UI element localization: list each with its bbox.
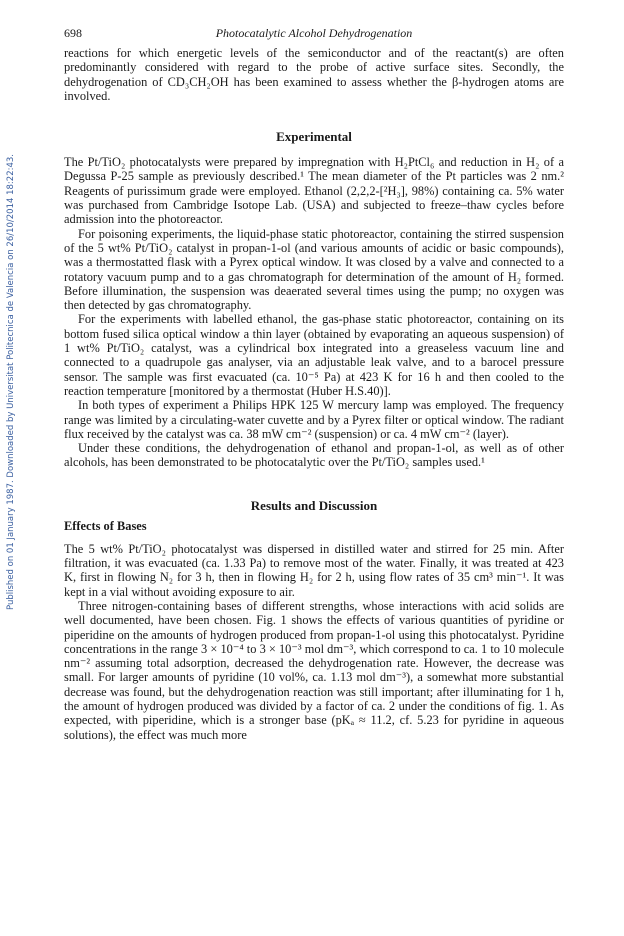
effects-of-bases-subheading: Effects of Bases bbox=[64, 518, 147, 533]
experimental-heading: Experimental bbox=[276, 129, 352, 145]
results-paragraph-2: Three nitrogen-containing bases of different strengths, whose interactions with acid solids are well documented, have been chosen. Fig. 1 shows the effects of various quantities of pyridine or piperidine on the amounts of hydrogen produced from propan-1-ol using this photocatalyst. Pyridine concentrations in the range 3 × 10⁻⁴ to 3 × 10⁻³ mol dm⁻³, which correspond to ca. 1 to 10 molecule nm⁻² assuming total adsorption, decreased the dehydrogenation rate. However, the decrease was small. For larger amounts of pyridine (10 vol%, ca. 1.13 mol dm⁻³), a somewhat more substantial decrease was found, but the dehydrogenation reaction was still important; after illuminating for 1 h, the amount of hydrogen produced was divided by a factor of ca. 2 under the conditions of fig. 1. As expected, with piperidine, which is a stronger base (pKₐ ≈ 11.2, cf. 5.23 for pyridine in aqueous solutions), the effect was much more bbox=[64, 598, 564, 742]
page-number: 698 bbox=[64, 26, 82, 40]
results-heading: Results and Discussion bbox=[250, 497, 378, 513]
article-body bbox=[64, 46, 564, 742]
experimental-paragraph-3: For the experiments with labelled ethanol, the gas-phase static photoreactor, containing on its bottom fused silica optical window a thin layer (obtained by evaporating an aqueous suspension) of 1 wt% Pt/TiO₂ catalyst, was a cylindrical box integrated into a greaseless vacuum line and connected to a quadrupole gas analyser, via an adjustable leak valve, and to a barocel pressure sensor. The sample was first evacuated (ca. 10⁻⁵ Pa) at 423 K for 16 h and then cooled to the reaction temperature [monitored by a thermostat (Huber H.S.40)]. bbox=[64, 312, 564, 398]
running-title: Photocatalytic Alcohol Dehydrogenation bbox=[215, 26, 413, 40]
intro-paragraph: reactions for which energetic levels of the semiconductor and of the reactant(s) are often predominantly considered with regard to the probe of active surface sites. Secondly, the dehydrogenation of CD₃CH₂OH has been examined to assess whether the β-hydrogen atoms are involved. bbox=[64, 46, 564, 103]
experimental-paragraph-4: In both types of experiment a Philips HPK 125 W mercury lamp was employed. The frequency range was limited by a circulating-water cuvette and by a Pyrex filter or optical window. The radiant flux received by the catalyst was ca. 38 mW cm⁻² (suspension) or ca. 4 mW cm⁻² (layer). bbox=[64, 398, 564, 441]
publication-sidebar: Published on 01 January 1987. Downloaded by Universitat Politecnica de Valencia on 26/10/2014 18:22:43. bbox=[6, 154, 16, 610]
experimental-paragraph-1: The Pt/TiO₂ photocatalysts were prepared by impregnation with H₂PtCl₆ and reduction in H₂ of a Degussa P-25 sample as previously described.¹ The mean diameter of the Pt particles was 2 nm.² Reagents of purissimum grade were employed. Ethanol (2,2,2-[²H₃], 98%) containing ca. 5% water was purchased from Cambridge Isotope Lab. (USA) and subjected to freeze–thaw cycles before admission into the photoreactor. bbox=[64, 155, 564, 227]
page-header bbox=[64, 26, 564, 42]
experimental-paragraph-2: For poisoning experiments, the liquid-phase static photoreactor, containing the stirred suspension of the 5 wt% Pt/TiO₂ catalyst in propan-1-ol (and various amounts of acidic or basic compounds), was a thermostatted flask with a Pyrex optical window. It was closed by a valve and connected to a rotatory vacuum pump and to a gas chromatograph for determination of the amount of H₂ formed. Before illumination, the suspension was deaerated several times using the pump; no oxygen was then detected by gas chromatography. bbox=[64, 226, 564, 313]
results-paragraph-1: The 5 wt% Pt/TiO₂ photocatalyst was dispersed in distilled water and stirred for 25 min. After filtration, it was evacuated (ca. 1.33 Pa) to remove most of the water. Finally, it was treated at 423 K, first in flowing N₂ for 3 h, then in flowing H₂ for 2 h, using flow rates of 35 cm³ min⁻¹. It was kept in a vial without avoiding exposure to air. bbox=[64, 541, 564, 599]
experimental-paragraph-5: Under these conditions, the dehydrogenation of ethanol and propan-1-ol, as well as of other alcohols, has been demonstrated to be photocatalytic over the Pt/TiO₂ samples used.¹ bbox=[64, 441, 564, 470]
